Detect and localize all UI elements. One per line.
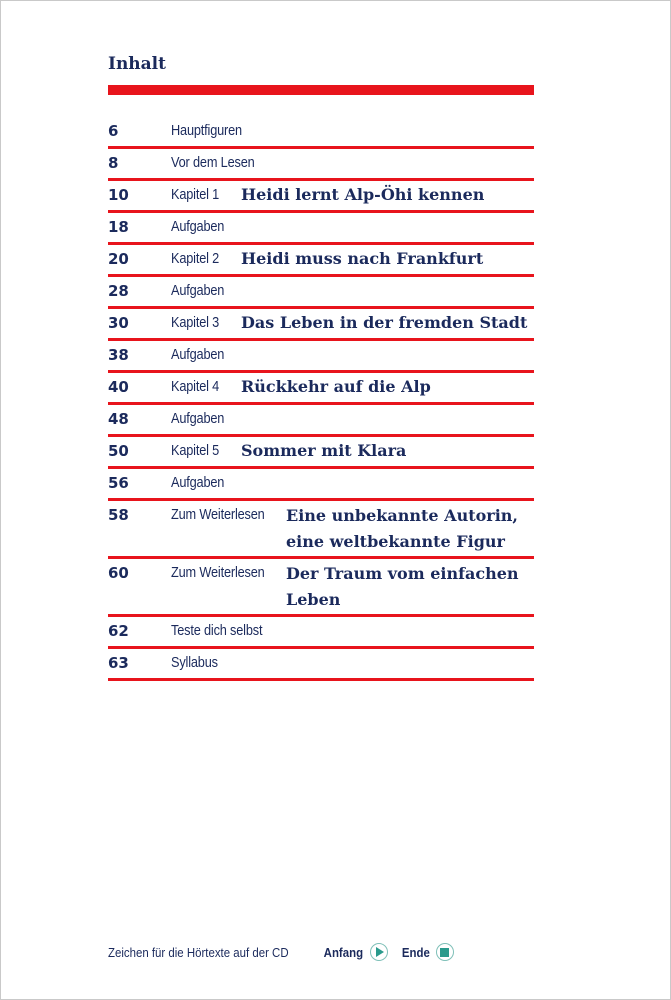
title-divider bbox=[108, 85, 534, 95]
page-number: 28 bbox=[108, 282, 129, 300]
toc-entry[interactable] bbox=[108, 501, 534, 559]
page-number: 6 bbox=[108, 122, 119, 140]
page-number: 60 bbox=[108, 564, 129, 582]
entry-label: Vor dem Lesen bbox=[171, 155, 255, 171]
toc-entry[interactable] bbox=[108, 437, 534, 469]
chapter-title: Eine unbekannte Autorin, eine weltbekannte Figur bbox=[286, 506, 518, 551]
page-number: 50 bbox=[108, 442, 129, 460]
toc-entry[interactable] bbox=[108, 405, 534, 437]
page-number: 56 bbox=[108, 474, 129, 492]
end-label: Ende bbox=[401, 944, 430, 960]
toc-entry[interactable] bbox=[108, 149, 534, 181]
page-number: 8 bbox=[108, 154, 119, 172]
page-number: 18 bbox=[108, 218, 129, 236]
toc-entry[interactable] bbox=[108, 617, 534, 649]
entry-label: Kapitel 4 bbox=[171, 379, 220, 395]
entry-label: Zum Weiterlesen bbox=[171, 507, 265, 523]
toc-entry[interactable] bbox=[108, 469, 534, 501]
toc-entry[interactable] bbox=[108, 559, 534, 617]
entry-label: Kapitel 5 bbox=[171, 443, 220, 459]
entry-label: Kapitel 2 bbox=[171, 251, 220, 267]
start-label: Anfang bbox=[323, 944, 364, 960]
entry-label: Aufgaben bbox=[171, 475, 225, 491]
toc-entry[interactable] bbox=[108, 309, 534, 341]
entry-label: Zum Weiterlesen bbox=[171, 565, 265, 581]
page-number: 30 bbox=[108, 314, 129, 332]
chapter-title: Heidi lernt Alp-Öhi kennen bbox=[241, 185, 485, 204]
toc-entry[interactable] bbox=[108, 277, 534, 309]
toc-entry[interactable] bbox=[108, 245, 534, 277]
toc-entry[interactable] bbox=[108, 373, 534, 405]
legend-text: Zeichen für die Hörtexte auf der CD bbox=[108, 944, 289, 960]
page-number: 63 bbox=[108, 654, 129, 672]
page-number: 10 bbox=[108, 186, 129, 204]
toc-entry[interactable] bbox=[108, 117, 534, 149]
entry-label: Aufgaben bbox=[171, 347, 225, 363]
stop-icon bbox=[436, 943, 454, 961]
chapter-title: Der Traum vom einfachen Leben bbox=[286, 564, 519, 609]
toc-entry[interactable] bbox=[108, 181, 534, 213]
page-number: 48 bbox=[108, 410, 129, 428]
toc-entry[interactable] bbox=[108, 649, 534, 681]
page-title: Inhalt bbox=[108, 54, 166, 74]
page-number: 58 bbox=[108, 506, 129, 524]
entry-label: Aufgaben bbox=[171, 283, 225, 299]
entry-label: Aufgaben bbox=[171, 219, 225, 235]
entry-label: Syllabus bbox=[171, 655, 218, 671]
chapter-title: Das Leben in der fremden Stadt bbox=[241, 313, 528, 332]
chapter-title: Heidi muss nach Frankfurt bbox=[241, 249, 484, 268]
entry-label: Kapitel 3 bbox=[171, 315, 220, 331]
entry-label: Kapitel 1 bbox=[171, 187, 220, 203]
entry-label: Aufgaben bbox=[171, 411, 225, 427]
page-number: 20 bbox=[108, 250, 129, 268]
cd-legend bbox=[108, 943, 454, 961]
chapter-title: Sommer mit Klara bbox=[241, 441, 407, 460]
chapter-title: Rückkehr auf die Alp bbox=[241, 377, 431, 396]
entry-label: Hauptfiguren bbox=[171, 123, 242, 139]
toc-entry[interactable] bbox=[108, 341, 534, 373]
toc-entry[interactable] bbox=[108, 213, 534, 245]
page-number: 40 bbox=[108, 378, 129, 396]
table-of-contents bbox=[108, 117, 534, 681]
play-icon bbox=[370, 943, 388, 961]
entry-label: Teste dich selbst bbox=[171, 623, 263, 639]
page-number: 62 bbox=[108, 622, 129, 640]
page-number: 38 bbox=[108, 346, 129, 364]
